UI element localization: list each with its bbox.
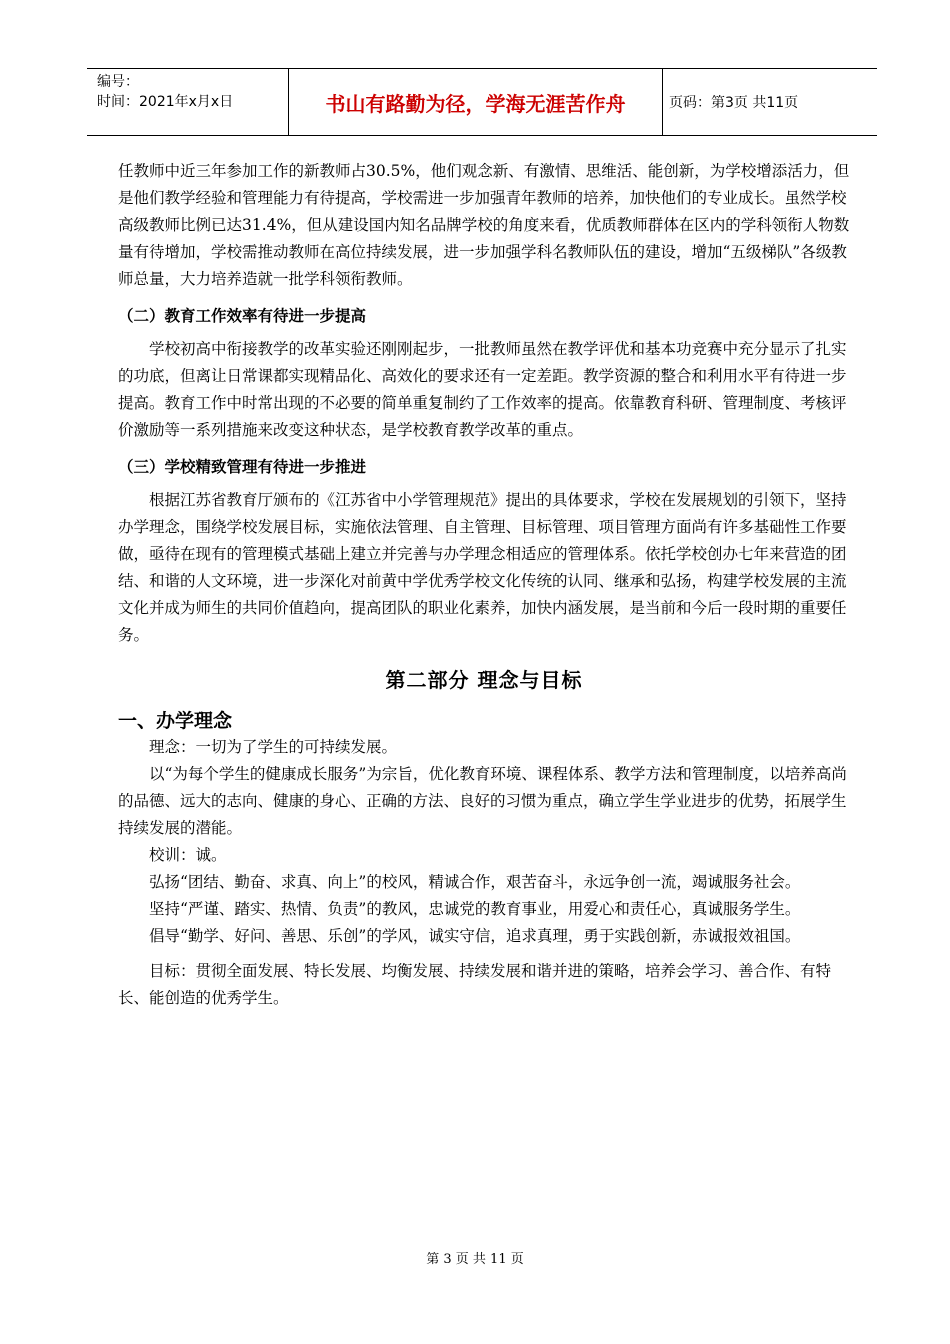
subsection-heading: （二）教育工作效率有待进一步提高 xyxy=(118,307,367,325)
header-motto: 书山有路勤为径，学海无涯苦作舟 xyxy=(325,91,626,116)
header-motto-cell xyxy=(289,69,663,135)
document-body xyxy=(118,158,850,1012)
document-number: 编号： xyxy=(97,74,139,90)
paragraph: 坚持“严谨、踏实、热情、负责”的教风，忠诚党的教育事业，用爱心和责任心，真诚服务学生。 xyxy=(149,900,801,918)
page-header xyxy=(87,68,877,136)
subsection-heading: （三）学校精致管理有待进一步推进 xyxy=(118,458,367,476)
paragraph: 理念：一切为了学生的可持续发展。 xyxy=(149,738,398,756)
paragraph: 校训：诚。 xyxy=(149,846,227,864)
paragraph: 学校初高中衔接教学的改革实验还刚刚起步，一批教师虽然在教学评优和基本功竞赛中充分显示了扎实的功底，但离让日常课都实现精品化、高效化的要求还有一定差距。教学资源的整合和利用水平有待进一步提高。教育工作中时常出现的不必要的简单重复制约了工作效率的提高。依靠教育科研、管理制度、考核评价激励等一系列措施来改变这种状态，是学校教育教学改革的重点。 xyxy=(118,340,847,439)
paragraph: 弘扬“团结、勤奋、求真、向上”的校风，精诚合作，艰苦奋斗，永远争创一流，竭诚服务社会。 xyxy=(149,873,801,891)
section-heading: 一、办学理念 xyxy=(118,710,233,732)
header-meta xyxy=(87,69,289,135)
header-page-number: 页码：第3页 共11页 xyxy=(669,95,799,111)
paragraph: 倡导“勤学、好问、善思、乐创”的学风，诚实守信，追求真理，勇于实践创新，赤诚报效祖国。 xyxy=(149,927,801,945)
page-footer: 第 3 页 共 11 页 xyxy=(426,1252,524,1267)
document-date: 时间：2021年x月x日 xyxy=(97,94,234,110)
paragraph: 目标：贯彻全面发展、特长发展、均衡发展、持续发展和谐并进的策略，培养会学习、善合作、有特长、能创造的优秀学生。 xyxy=(118,962,832,1007)
paragraph: 任教师中近三年参加工作的新教师占30.5%，他们观念新、有激情、思维活、能创新，为学校增添活力，但是他们教学经验和管理能力有待提高，学校需进一步加强青年教师的培养，加快他们的专业成长。虽然学校高级教师比例已达31.4%，但从建设国内知名品牌学校的角度来看，优质教师群体在区内的学科领衔人物数量有待增加，学校需推动教师在高位持续发展，进一步加强学科名教师队伍的建设，增加“五级梯队”各级教师总量，大力培养造就一批学科领衔教师。 xyxy=(118,162,850,288)
paragraph: 根据江苏省教育厅颁布的《江苏省中小学管理规范》提出的具体要求，学校在发展规划的引领下，坚持办学理念，围绕学校发展目标，实施依法管理、自主管理、目标管理、项目管理方面尚有许多基础性工作要做，亟待在现有的管理模式基础上建立并完善与办学理念相适应的管理体系。依托学校创办七年来营造的团结、和谐的人文环境，进一步深化对前黄中学优秀学校文化传统的认同、继承和弘扬，构建学校发展的主流文化并成为师生的共同价值趋向，提高团队的职业化素养，加快内涵发展，是当前和今后一段时期的重要任务。 xyxy=(118,491,847,644)
part-title: 第二部分 理念与目标 xyxy=(385,668,583,692)
paragraph: 以“为每个学生的健康成长服务”为宗旨，优化教育环境、课程体系、教学方法和管理制度，以培养高尚的品德、远大的志向、健康的身心、正确的方法、良好的习惯为重点，确立学生学业进步的优势，拓展学生持续发展的潜能。 xyxy=(118,765,847,837)
